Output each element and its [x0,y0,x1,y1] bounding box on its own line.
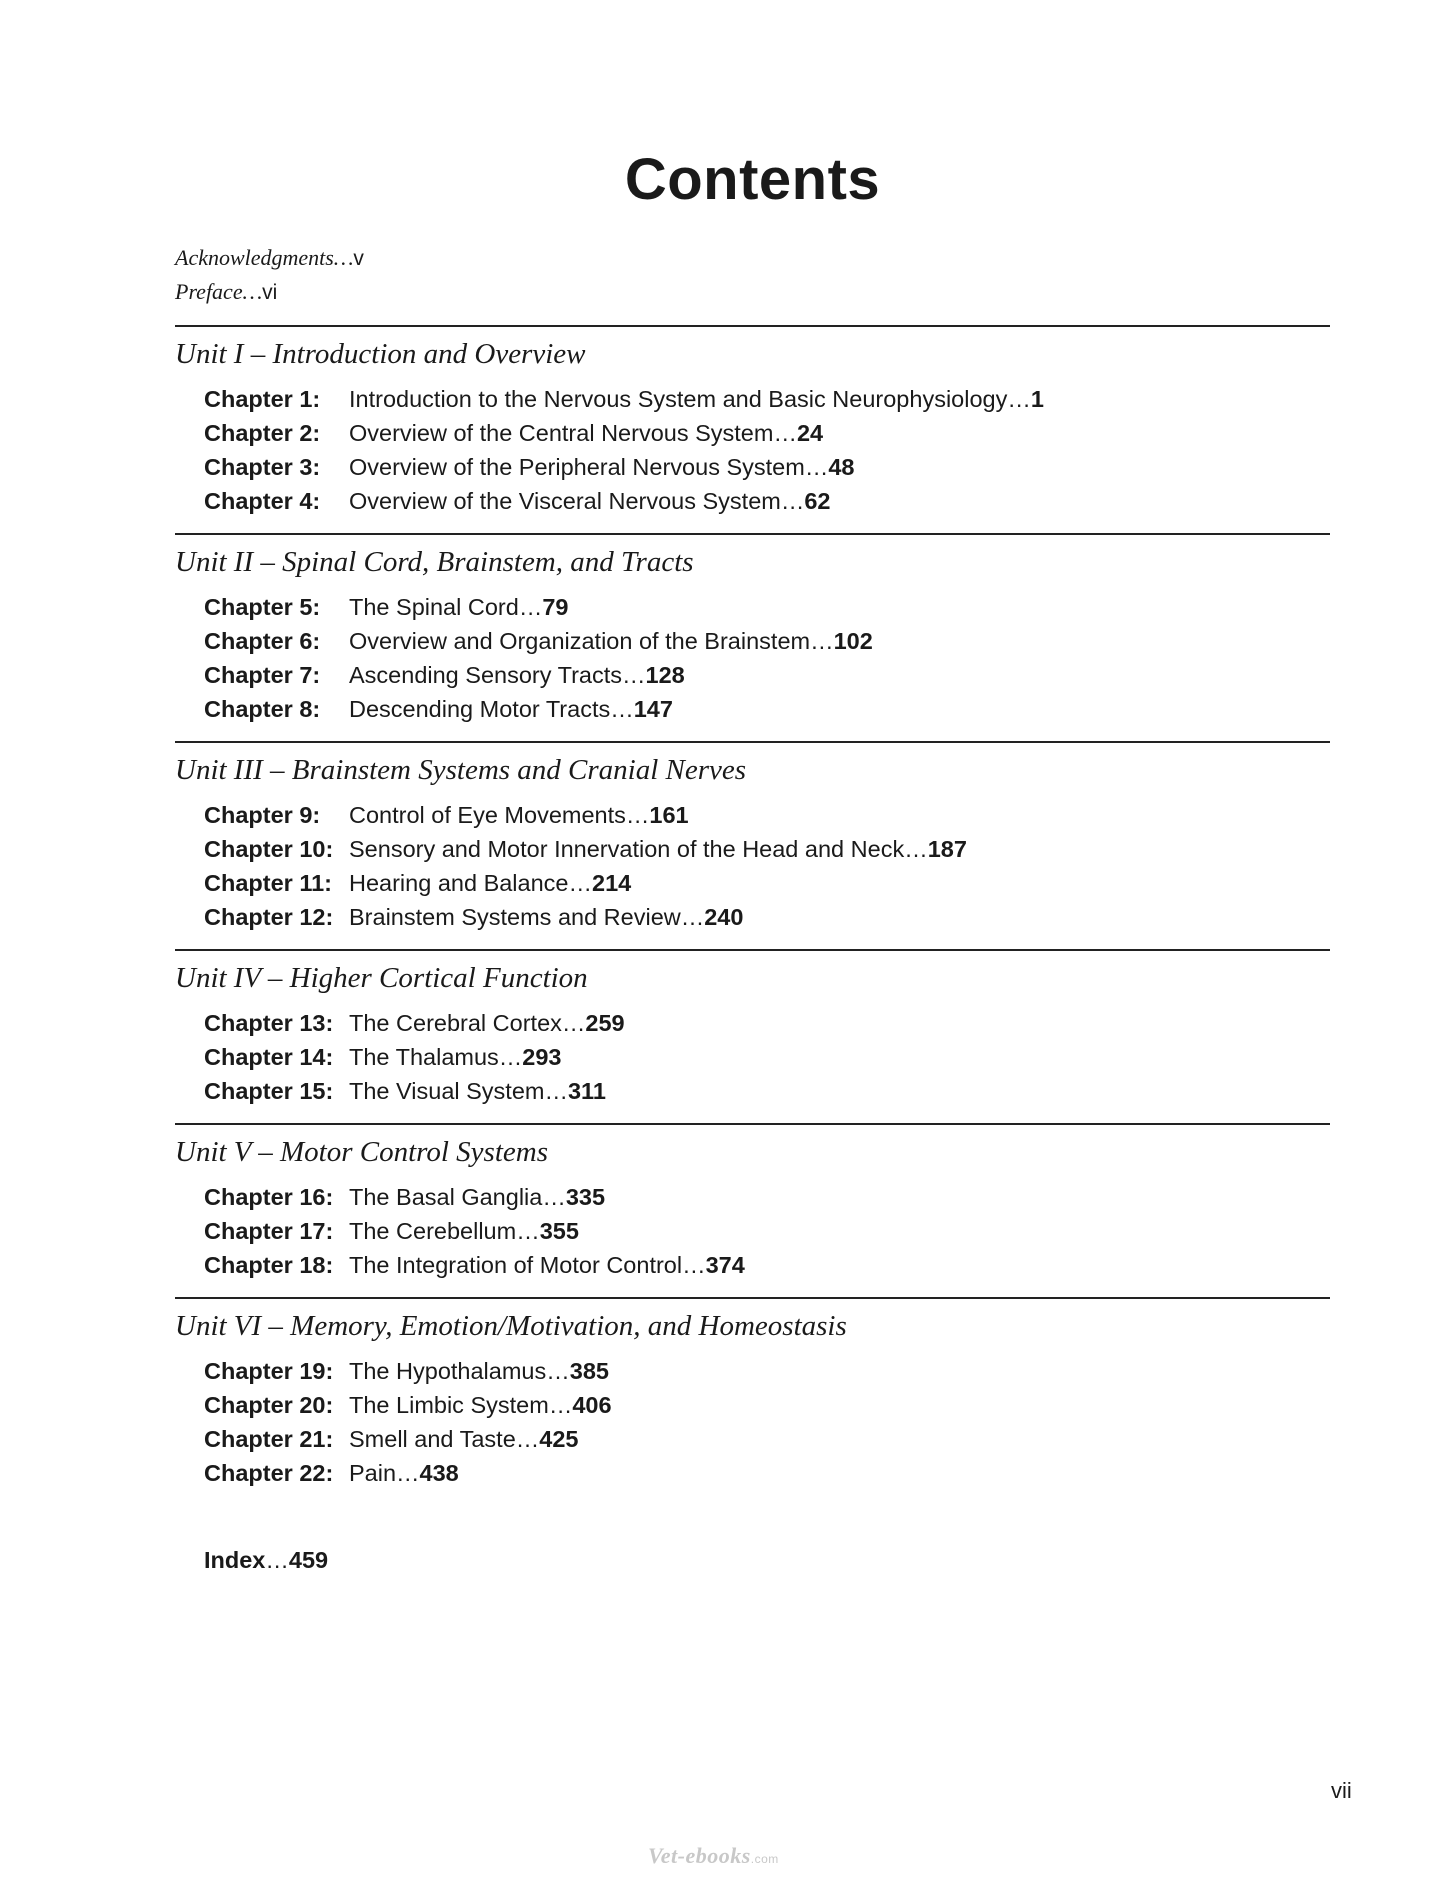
unit-title: Unit V – Motor Control Systems [175,1136,548,1168]
unit-title: Unit III – Brainstem Systems and Cranial Nerves [175,754,747,786]
ellipsis: … [242,279,263,304]
chapter-entry[interactable] [175,1180,1330,1214]
chapter-text [349,484,831,518]
chapter-label: Chapter 10: [204,836,334,862]
ellipsis: … [561,1010,586,1036]
ellipsis: … [265,1547,289,1573]
front-matter [175,241,364,309]
ellipsis: … [622,662,646,688]
chapter-entry[interactable] [175,1006,1330,1040]
chapter-page: 24 [796,420,824,446]
ellipsis: … [773,420,797,446]
ellipsis: … [904,836,928,862]
chapter-title: Overview of the Peripheral Nervous System [349,454,805,480]
chapter-text [349,692,673,726]
chapter-label: Chapter 14: [204,1044,334,1070]
unit-section [175,325,1330,533]
front-matter-page: vi [262,281,278,304]
chapter-title: Overview of the Visceral Nervous System [349,488,781,514]
chapter-title: The Visual System [349,1078,545,1104]
front-matter-item-preface[interactable] [175,275,364,309]
chapter-text [349,900,743,934]
chapter-label: Chapter 9: [204,802,321,828]
chapter-text [349,832,967,866]
units-list [175,325,1330,1505]
chapter-text [349,1006,625,1040]
index-label: Index [204,1547,266,1573]
chapter-title: Sensory and Motor Innervation of the Head and Neck [349,836,905,862]
chapter-title: The Spinal Cord [349,594,519,620]
watermark-suffix: .com [750,1852,779,1866]
chapter-page: 147 [633,696,673,722]
unit-section [175,741,1330,949]
chapter-entry[interactable] [175,1248,1330,1282]
chapter-page: 240 [704,904,744,930]
chapter-label: Chapter 20: [204,1392,334,1418]
chapter-label: Chapter 2: [204,420,321,446]
chapter-text [349,1456,459,1490]
chapter-title: Introduction to the Nervous System and Basic Neurophysiology [349,386,1008,412]
ellipsis: … [518,594,543,620]
chapter-text [349,624,873,658]
chapter-page: 79 [542,594,569,620]
ellipsis: … [333,245,354,270]
ellipsis: … [516,1218,540,1244]
ellipsis: … [625,802,650,828]
unit-title: Unit IV – Higher Cortical Function [175,962,588,994]
chapter-page: 406 [572,1392,612,1418]
chapter-entry[interactable] [175,416,1330,450]
chapter-title: The Cerebellum [349,1218,517,1244]
ellipsis: … [548,1392,573,1418]
chapter-title: Overview and Organization of the Brainstem [349,628,811,654]
chapter-title: The Thalamus [349,1044,499,1070]
chapter-page: 438 [419,1460,459,1486]
unit-title: Unit II – Spinal Cord, Brainstem, and Tracts [175,546,694,578]
chapter-label: Chapter 21: [204,1426,334,1452]
chapter-text [349,798,689,832]
chapter-title: The Limbic System [349,1392,549,1418]
chapter-entry[interactable] [175,484,1330,518]
chapter-label: Chapter 3: [204,454,321,480]
chapter-label: Chapter 15: [204,1078,334,1104]
chapter-page: 48 [828,454,855,480]
chapter-entry[interactable] [175,1214,1330,1248]
chapter-page: 128 [645,662,685,688]
index-page: 459 [288,1547,329,1573]
chapter-page: 293 [522,1044,562,1070]
page-number: vii [1331,1778,1352,1803]
chapter-entry[interactable] [175,1354,1330,1388]
watermark-logo [648,1843,779,1869]
chapter-label: Chapter 17: [204,1218,334,1244]
chapter-text [349,1248,745,1282]
ellipsis: … [610,696,634,722]
chapter-label: Chapter 18: [204,1252,334,1278]
chapter-entry[interactable] [175,832,1330,866]
chapter-title: The Hypothalamus [349,1358,547,1384]
chapter-page: 374 [705,1252,745,1278]
chapter-page: 259 [585,1010,625,1036]
chapter-entry[interactable] [175,1040,1330,1074]
chapter-label: Chapter 16: [204,1184,334,1210]
chapter-label: Chapter 13: [204,1010,334,1036]
chapter-label: Chapter 19: [204,1358,334,1384]
chapter-label: Chapter 5: [204,594,321,620]
chapter-entry[interactable] [175,866,1330,900]
ellipsis: … [680,904,705,930]
chapter-text [349,1214,579,1248]
chapter-page: 425 [539,1426,579,1452]
ellipsis: … [515,1426,540,1452]
index-entry[interactable] [204,1543,328,1577]
chapter-label: Chapter 7: [204,662,321,688]
ellipsis: … [804,454,829,480]
ellipsis: … [810,628,834,654]
chapter-entry[interactable] [175,1388,1330,1422]
chapter-page: 335 [565,1184,606,1210]
watermark-text: Vet-ebooks [648,1843,751,1868]
chapter-title: Hearing and Balance [349,870,569,896]
page-title: Contents [624,147,881,212]
unit-title: Unit VI – Memory, Emotion/Motivation, and Homeostasis [175,1310,847,1342]
chapter-text [349,866,631,900]
chapter-page: 102 [833,628,873,654]
ellipsis: … [546,1358,570,1384]
chapter-title: Ascending Sensory Tracts [349,662,622,688]
chapter-label: Chapter 1: [204,386,321,412]
chapter-entry[interactable] [175,624,1330,658]
front-matter-title: Acknowledgments [175,245,334,270]
ellipsis: … [396,1460,420,1486]
chapter-text [349,382,1044,416]
chapter-text [349,1422,579,1456]
chapter-entry[interactable] [175,1422,1330,1456]
ellipsis: … [498,1044,523,1070]
chapter-text [349,1180,605,1214]
chapter-text [349,590,568,624]
chapter-page: 214 [592,870,632,896]
chapter-text [349,1354,609,1388]
chapter-entry[interactable] [175,900,1330,934]
front-matter-title: Preface [175,279,243,304]
chapter-page: 311 [567,1078,606,1104]
chapter-entry[interactable] [175,382,1330,416]
chapter-entry[interactable] [175,1456,1330,1490]
chapter-title: Brainstem Systems and Review [349,904,681,930]
unit-section [175,1297,1330,1505]
chapter-label: Chapter 22: [204,1460,334,1486]
ellipsis: … [1007,386,1031,412]
chapter-text [349,1074,606,1108]
ellipsis: … [682,1252,706,1278]
chapter-label: Chapter 6: [204,628,321,654]
unit-title: Unit I – Introduction and Overview [175,338,586,370]
unit-section [175,949,1330,1123]
chapter-label: Chapter 11: [204,870,332,896]
unit-section [175,533,1330,741]
chapter-label: Chapter 4: [204,488,321,514]
front-matter-item-acknowledgments[interactable] [175,241,364,275]
chapter-text [349,1040,562,1074]
chapter-title: The Integration of Motor Control [349,1252,683,1278]
front-matter-page: v [353,247,364,270]
chapter-title: Pain [349,1460,397,1486]
ellipsis: … [568,870,592,896]
chapter-text [349,416,823,450]
chapter-entry[interactable] [175,1074,1330,1108]
chapter-entry[interactable] [175,658,1330,692]
chapter-page: 187 [927,836,967,862]
chapter-title: The Basal Ganglia [349,1184,543,1210]
chapter-label: Chapter 12: [204,904,334,930]
chapter-page: 385 [569,1358,609,1384]
unit-section [175,1123,1330,1297]
chapter-title: Smell and Taste [349,1426,516,1452]
chapter-text [349,1388,612,1422]
ellipsis: … [544,1078,568,1104]
chapter-title: Overview of the Central Nervous System [349,420,774,446]
chapter-page: 62 [804,488,831,514]
chapter-entry[interactable] [175,450,1330,484]
chapter-title: The Cerebral Cortex [349,1010,562,1036]
chapter-entry[interactable] [175,798,1330,832]
chapter-page: 355 [539,1218,579,1244]
chapter-page: 1 [1030,386,1044,412]
chapter-entry[interactable] [175,692,1330,726]
chapter-page: 161 [649,802,689,828]
chapter-text [349,450,854,484]
ellipsis: … [542,1184,566,1210]
chapter-text [349,658,685,692]
ellipsis: … [780,488,805,514]
chapter-label: Chapter 8: [204,696,321,722]
chapter-title: Control of Eye Movements [349,802,626,828]
chapter-title: Descending Motor Tracts [349,696,611,722]
chapter-entry[interactable] [175,590,1330,624]
